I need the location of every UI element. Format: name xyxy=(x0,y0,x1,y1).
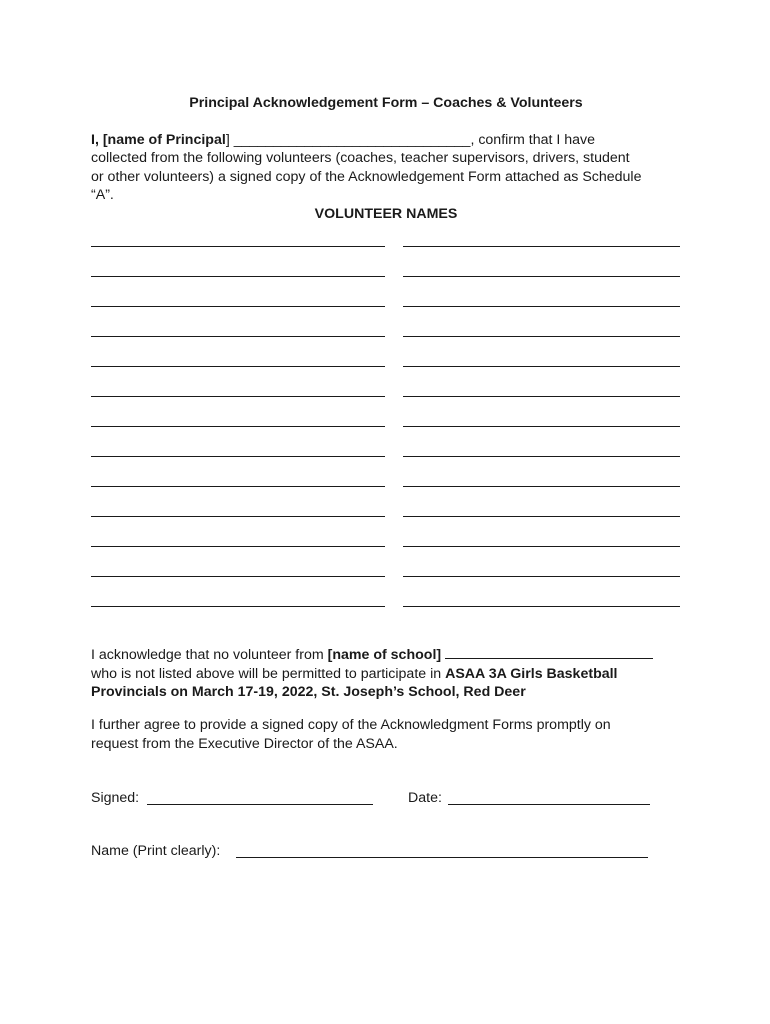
volunteer-line-row xyxy=(91,516,681,546)
further-line-1: I further agree to provide a signed copy of the Acknowledgment Forms promptly on xyxy=(91,717,611,733)
ack-text-1: I acknowledge that no volunteer from xyxy=(91,647,328,663)
volunteer-name-field-left[interactable] xyxy=(91,606,385,607)
volunteer-name-field-right[interactable] xyxy=(403,606,680,607)
volunteer-name-field-left[interactable] xyxy=(91,366,385,367)
volunteer-line-row xyxy=(91,456,681,486)
volunteer-name-field-right[interactable] xyxy=(403,516,680,517)
intro-paragraph xyxy=(91,131,681,205)
volunteer-line-row xyxy=(91,486,681,516)
volunteer-name-field-left[interactable] xyxy=(91,336,385,337)
principal-bracket: ] xyxy=(225,131,230,148)
event-name-2: Provincials on March 17-19, 2022, St. Joseph’s School, Red Deer xyxy=(91,684,526,700)
volunteer-name-field-left[interactable] xyxy=(91,516,385,517)
date-label: Date: xyxy=(408,790,442,806)
signed-label: Signed: xyxy=(91,790,140,806)
volunteer-line-row xyxy=(91,246,681,276)
volunteer-name-field-right[interactable] xyxy=(403,246,680,247)
intro-text-1: , confirm that I have xyxy=(470,131,596,148)
volunteer-name-field-right[interactable] xyxy=(403,366,680,367)
volunteer-name-field-right[interactable] xyxy=(403,546,680,547)
intro-text-3: or other volunteers) a signed copy of the Acknowledgement Form attached as Schedule xyxy=(91,168,642,185)
volunteer-line-row xyxy=(91,426,681,456)
volunteer-name-field-right[interactable] xyxy=(403,336,680,337)
print-name-label: Name (Print clearly): xyxy=(91,843,221,859)
volunteer-name-field-right[interactable] xyxy=(403,456,680,457)
signature-row xyxy=(91,789,681,809)
form-page xyxy=(91,94,681,859)
volunteer-names-heading: VOLUNTEER NAMES xyxy=(314,205,458,222)
volunteer-line-row xyxy=(91,576,681,606)
volunteer-name-field-right[interactable] xyxy=(403,486,680,487)
volunteer-line-row xyxy=(91,546,681,576)
volunteer-name-field-left[interactable] xyxy=(91,396,385,397)
acknowledge-paragraph xyxy=(91,644,681,702)
print-name-row xyxy=(91,842,681,862)
volunteer-name-field-right[interactable] xyxy=(403,426,680,427)
volunteer-name-lines xyxy=(91,246,681,636)
volunteer-name-field-left[interactable] xyxy=(91,426,385,427)
volunteer-name-field-left[interactable] xyxy=(91,546,385,547)
principal-label: I, [name of Principal xyxy=(91,131,226,148)
volunteer-line-row xyxy=(91,606,681,636)
school-name-field[interactable] xyxy=(445,644,653,659)
further-paragraph xyxy=(91,716,681,753)
volunteer-line-row xyxy=(91,396,681,426)
event-name-1: ASAA 3A Girls Basketball xyxy=(445,665,618,682)
volunteer-name-field-right[interactable] xyxy=(403,576,680,577)
volunteer-name-field-left[interactable] xyxy=(91,306,385,307)
volunteer-name-field-left[interactable] xyxy=(91,276,385,277)
volunteer-name-field-right[interactable] xyxy=(403,306,680,307)
volunteer-name-field-right[interactable] xyxy=(403,396,680,397)
intro-text-2: collected from the following volunteers (coaches, teacher supervisors, drivers, student xyxy=(91,150,630,166)
signed-field[interactable] xyxy=(147,804,373,805)
form-title: Principal Acknowledgement Form – Coaches & Volunteers xyxy=(189,95,583,111)
date-field[interactable] xyxy=(448,804,650,805)
volunteer-name-field-left[interactable] xyxy=(91,486,385,487)
volunteer-line-row xyxy=(91,306,681,336)
further-line-2: request from the Executive Director of the ASAA. xyxy=(91,735,398,752)
volunteer-name-field-left[interactable] xyxy=(91,456,385,457)
volunteer-name-field-right[interactable] xyxy=(403,276,680,277)
volunteer-line-row xyxy=(91,336,681,366)
school-name-label: [name of school] xyxy=(327,647,442,663)
print-name-field[interactable] xyxy=(236,857,648,858)
volunteer-line-row xyxy=(91,366,681,396)
volunteer-line-row xyxy=(91,276,681,306)
volunteer-name-field-left[interactable] xyxy=(91,576,385,577)
principal-name-blank[interactable]: ______________________________ xyxy=(233,131,471,148)
ack-text-2: who is not listed above will be permitted to participate in xyxy=(91,665,446,682)
volunteer-name-field-left[interactable] xyxy=(91,246,385,247)
intro-text-4: “A”. xyxy=(91,187,114,203)
